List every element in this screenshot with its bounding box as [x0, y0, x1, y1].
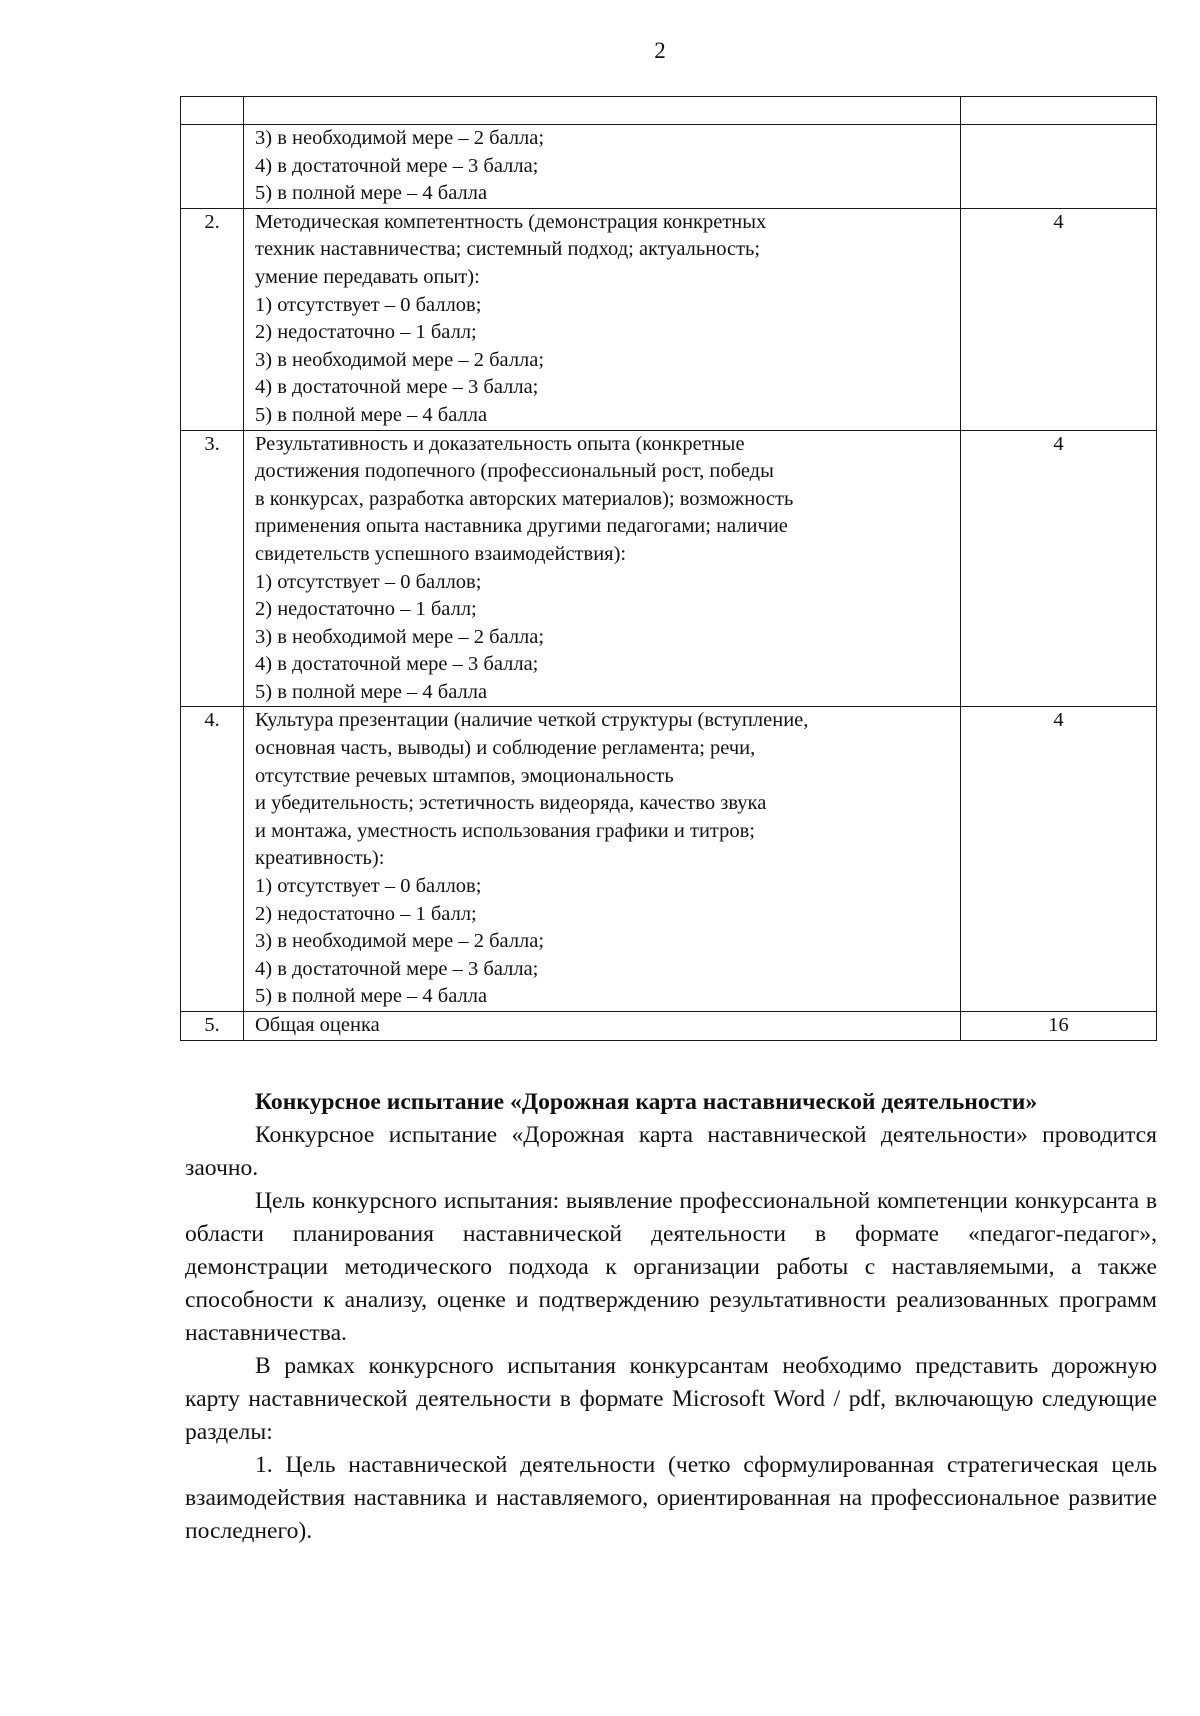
criteria-table-body: [181, 97, 1157, 1041]
criterion-line: 3) в необходимой мере – 2 балла;: [255, 127, 545, 149]
criterion-line: отсутствие речевых штампов, эмоциональность: [255, 764, 674, 787]
criterion-text: [244, 208, 961, 430]
row-number: [181, 125, 244, 209]
criterion-line: 5) в полной мере – 4 балла: [255, 182, 488, 205]
header-cell-score: [961, 97, 1157, 125]
paragraph-item-1: 1. Цель наставнической деятельности (четко сформулированная стратегическая цель взаимодействия наставника и наставляемого, ориентированная на профессиональное развитие последнего).: [185, 1452, 1157, 1544]
table-header-row: [181, 97, 1157, 125]
criterion-line: 2) недостаточно – 1 балл;: [255, 598, 477, 621]
criterion-line: Методическая компетентность (демонстрация конкретных: [255, 210, 767, 233]
criterion-line: 3) в необходимой мере – 2 балла;: [255, 348, 545, 371]
criterion-line: основная часть, выводы) и соблюдение регламента; речи,: [255, 737, 756, 760]
table-row: [181, 125, 1157, 209]
criteria-table: [180, 96, 1157, 1041]
criterion-line: и монтажа, уместность использования графики и титров;: [255, 819, 755, 842]
row-number: 3.: [181, 430, 244, 707]
criterion-line: Культура презентации (наличие четкой структуры (вступление,: [255, 709, 809, 732]
criterion-line: умение передавать опыт):: [255, 265, 480, 288]
criterion-text: [244, 1012, 961, 1041]
header-cell-criterion: [244, 97, 961, 125]
criterion-text: [244, 125, 961, 209]
max-score: 4: [961, 208, 1157, 430]
max-score: 4: [961, 707, 1157, 1012]
criterion-line: применения опыта наставника другими педагогами; наличие: [255, 515, 788, 538]
table-row: [181, 208, 1157, 430]
criterion-line: 5) в полной мере – 4 балла: [255, 680, 488, 703]
criterion-line: креативность):: [255, 847, 385, 870]
max-score: [961, 125, 1157, 209]
section-title: Конкурсное испытание «Дорожная карта наставнической деятельности»: [255, 1089, 1038, 1115]
criterion-line: 2) недостаточно – 1 балл;: [255, 902, 477, 925]
criterion-line: техник наставничества; системный подход; актуальность;: [255, 238, 761, 261]
row-number: 4.: [181, 707, 244, 1012]
criterion-line: 4) в достаточной мере – 3 балла;: [255, 653, 539, 676]
page-number: 2: [654, 38, 666, 63]
criterion-line: 5) в полной мере – 4 балла: [255, 985, 488, 1008]
criterion-line: свидетельств успешного взаимодействия):: [255, 542, 627, 565]
header-cell-num: [181, 97, 244, 125]
criterion-line: и убедительность; эстетичность видеоряда, качество звука: [255, 792, 767, 815]
row-number: 2.: [181, 208, 244, 430]
criterion-line: 1) отсутствует – 0 баллов;: [255, 293, 482, 316]
criterion-line: 4) в достаточной мере – 3 балла;: [255, 957, 539, 980]
criterion-line: 3) в необходимой мере – 2 балла;: [255, 625, 545, 648]
criterion-line: 2) недостаточно – 1 балл;: [255, 321, 477, 344]
criterion-line: Результативность и доказательность опыта (конкретные: [255, 432, 745, 455]
row-number: 5.: [181, 1012, 244, 1041]
paragraph-requirements: В рамках конкурсного испытания конкурсантам необходимо представить дорожную карту наставнической деятельности в формате Microsoft Word / pdf, включающую следующие разделы:: [185, 1353, 1157, 1445]
table-row: [181, 1012, 1157, 1041]
max-score: 16: [961, 1012, 1157, 1041]
criterion-line: 4) в достаточной мере – 3 балла;: [255, 154, 539, 177]
max-score: 4: [961, 430, 1157, 707]
criterion-line: 4) в достаточной мере – 3 балла;: [255, 376, 539, 399]
paragraph-format: Конкурсное испытание «Дорожная карта наставнической деятельности» проводится заочно.: [185, 1122, 1157, 1181]
criterion-text: [244, 430, 961, 707]
criterion-line: Общая оценка: [255, 1014, 380, 1036]
criterion-text: [244, 707, 961, 1012]
criterion-line: достижения подопечного (профессиональный рост, победы: [255, 460, 774, 483]
criterion-line: 1) отсутствует – 0 баллов;: [255, 570, 482, 593]
table-row: [181, 430, 1157, 707]
section-body: [185, 1086, 1157, 1548]
criterion-line: 5) в полной мере – 4 балла: [255, 403, 488, 426]
criterion-line: 1) отсутствует – 0 баллов;: [255, 875, 482, 898]
table-row: [181, 707, 1157, 1012]
criterion-line: в конкурсах, разработка авторских материалов); возможность: [255, 487, 794, 510]
criterion-line: 3) в необходимой мере – 2 балла;: [255, 930, 545, 953]
paragraph-goal: Цель конкурсного испытания: выявление профессиональной компетенции конкурсанта в области планирования наставнической деятельности в формате «педагог-педагог», демонстрации методического подхода к организации работы с наставляемыми, а также способности к анализу, оценке и подтверждению результативности реализованных программ наставничества.: [185, 1188, 1157, 1346]
